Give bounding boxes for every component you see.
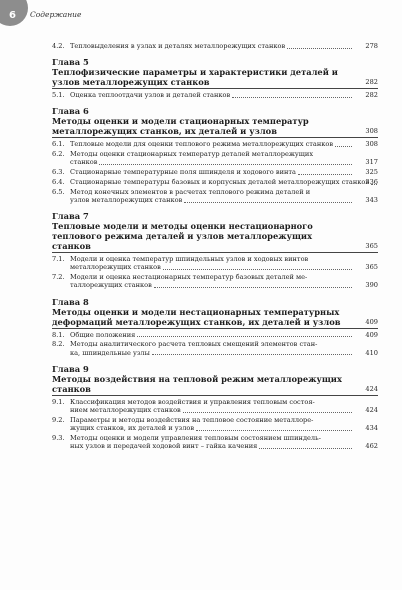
leader-dots — [298, 174, 352, 175]
toc-entry[interactable] — [52, 140, 378, 148]
section-page-number: 278 — [365, 42, 378, 50]
chapter-label: Глава 7 — [52, 211, 89, 222]
chapter-title: Теплофизические параметры и характеристики деталей и узлов металлорежущих станков — [52, 67, 338, 88]
section-page-number: 325 — [365, 168, 378, 177]
chapter-page-number: 365 — [365, 242, 378, 251]
section-number: 7.1. — [52, 255, 65, 264]
section-page-number: 343 — [365, 196, 378, 204]
toc-chapter[interactable] — [52, 297, 378, 329]
chapter-page-number: 424 — [365, 384, 378, 393]
section-title-line: Общие положения — [70, 330, 136, 339]
section-number: 6.2. — [52, 150, 65, 159]
table-of-contents — [52, 42, 378, 452]
toc-chapter[interactable] — [52, 364, 378, 396]
section-number: 4.2. — [52, 42, 65, 50]
toc-entry[interactable] — [52, 398, 378, 414]
section-number: 6.4. — [52, 178, 65, 186]
section-number: 6.5. — [52, 187, 65, 196]
section-title-line: Оценка теплоотдачи узлов и деталей станков — [70, 91, 231, 100]
toc-chapter[interactable] — [52, 106, 378, 138]
toc-entry[interactable] — [52, 178, 378, 186]
leader-dots — [259, 448, 352, 449]
toc-entry[interactable] — [52, 434, 378, 450]
section-title-line: Модели и оценка температур шпиндельных узлов и ходовых винтов — [70, 255, 309, 264]
leader-dots — [232, 97, 352, 98]
leader-dots — [287, 48, 352, 49]
section-page-number: 308 — [365, 140, 378, 149]
toc-chapter[interactable] — [52, 211, 378, 253]
section-title-line: станков — [70, 158, 98, 167]
running-title: Содержание — [30, 10, 82, 19]
section-page-number: 336 — [365, 178, 378, 186]
section-number: 9.2. — [52, 415, 65, 424]
section-number: 9.1. — [52, 397, 65, 406]
section-number: 8.2. — [52, 340, 65, 349]
section-number: 6.3. — [52, 168, 65, 177]
chapter-title: Методы воздействия на тепловой режим металлорежущих станков — [52, 373, 342, 394]
chapter-label: Глава 8 — [52, 296, 89, 307]
section-title-line: жущих станков, их деталей и узлов — [70, 424, 195, 433]
toc-entry[interactable] — [52, 42, 378, 50]
toc-entry[interactable] — [52, 255, 378, 271]
chapter-rule — [52, 328, 378, 329]
section-title-line: ных узлов и передачей ходовой винт – гайка качения — [70, 442, 258, 451]
chapter-label: Глава 5 — [52, 57, 89, 68]
section-title-line: Тепловыделения в узлах и деталях металлорежущих станков — [70, 42, 286, 50]
chapter-rule — [52, 137, 378, 138]
section-title-line: таллорежущих станков — [70, 281, 152, 290]
section-title-line: Модели и оценка нестационарных температур базовых деталей ме- — [70, 273, 308, 282]
chapter-rule — [52, 252, 378, 253]
toc-entry[interactable] — [52, 340, 378, 356]
leader-dots — [137, 336, 352, 337]
section-title-line: ка, шпиндельные узлы — [70, 348, 150, 357]
section-title-line: Методы оценки стационарных температур деталей металлорежущих — [70, 150, 314, 159]
section-title-line: Стационарные температуры базовых и корпусных деталей металлорежущих станков — [70, 178, 370, 186]
section-page-number: 434 — [365, 424, 378, 433]
toc-entry[interactable] — [52, 416, 378, 432]
toc-entry[interactable] — [52, 168, 378, 176]
section-number: 9.3. — [52, 433, 65, 442]
chapter-page-number: 282 — [365, 78, 378, 87]
leader-dots — [196, 430, 352, 431]
section-number: 7.2. — [52, 273, 65, 282]
section-title-line: Тепловые модели для оценки теплового режима металлорежущих станков — [70, 140, 334, 149]
chapter-label: Глава 9 — [52, 363, 89, 374]
section-number: 5.1. — [52, 91, 65, 100]
toc-chapter[interactable] — [52, 57, 378, 89]
chapter-title: Методы оценки и модели стационарных температур металлорежущих станков, их деталей и узлов — [52, 116, 309, 137]
leader-dots — [183, 412, 352, 413]
section-page-number: 424 — [365, 406, 378, 415]
chapter-rule — [52, 88, 378, 89]
chapter-rule — [52, 395, 378, 396]
section-title-line: узлов металлорежущих станков — [70, 196, 183, 204]
leader-dots — [152, 354, 352, 355]
section-number: 8.1. — [52, 330, 65, 339]
section-number: 6.1. — [52, 140, 65, 149]
chapter-title: Методы оценки и модели нестационарных температурных деформаций металлорежущих станков, их деталей и узлов — [52, 306, 341, 327]
leader-dots — [184, 202, 352, 203]
chapter-page-number: 308 — [365, 127, 378, 136]
leader-dots — [99, 164, 352, 165]
toc-entry[interactable] — [52, 331, 378, 339]
page-number: 6 — [9, 10, 16, 21]
section-page-number: 390 — [365, 281, 378, 290]
section-title-line: Классификация методов воздействия и управления тепловым состоя- — [70, 397, 315, 406]
section-title-line: металлорежущих станков — [70, 263, 161, 272]
toc-entry[interactable] — [52, 273, 378, 289]
toc-entry[interactable] — [52, 91, 378, 99]
section-title-line: Метод конечных элементов в расчетах теплового режима деталей и — [70, 187, 311, 196]
section-title-line: Стационарные температурные поля шпинделя и ходового винта — [70, 168, 296, 177]
toc-entry[interactable] — [52, 188, 378, 204]
leader-dots — [163, 269, 352, 270]
section-title-line: Методы оценки и модели управления тепловым состоянием шпиндель- — [70, 433, 321, 442]
leader-dots — [154, 287, 352, 288]
section-title-line: Параметры и методы воздействия на тепловое состояние металлоре- — [70, 415, 314, 424]
leader-dots — [335, 146, 352, 147]
section-page-number: 317 — [365, 158, 378, 167]
section-title-line: нием металлорежущих станков — [70, 406, 181, 415]
section-page-number: 462 — [365, 442, 378, 451]
section-page-number: 409 — [365, 330, 378, 339]
section-page-number: 365 — [365, 263, 378, 272]
section-page-number: 410 — [365, 348, 378, 357]
chapter-title: Тепловые модели и методы оценки нестационарного теплового режима деталей и узлов металлорежущих станков — [52, 221, 313, 252]
section-page-number: 282 — [365, 91, 378, 100]
toc-entry[interactable] — [52, 150, 378, 166]
section-title-line: Методы аналитического расчета тепловых смещений элементов стан- — [70, 340, 318, 349]
chapter-page-number: 409 — [365, 317, 378, 326]
chapter-label: Глава 6 — [52, 106, 89, 117]
